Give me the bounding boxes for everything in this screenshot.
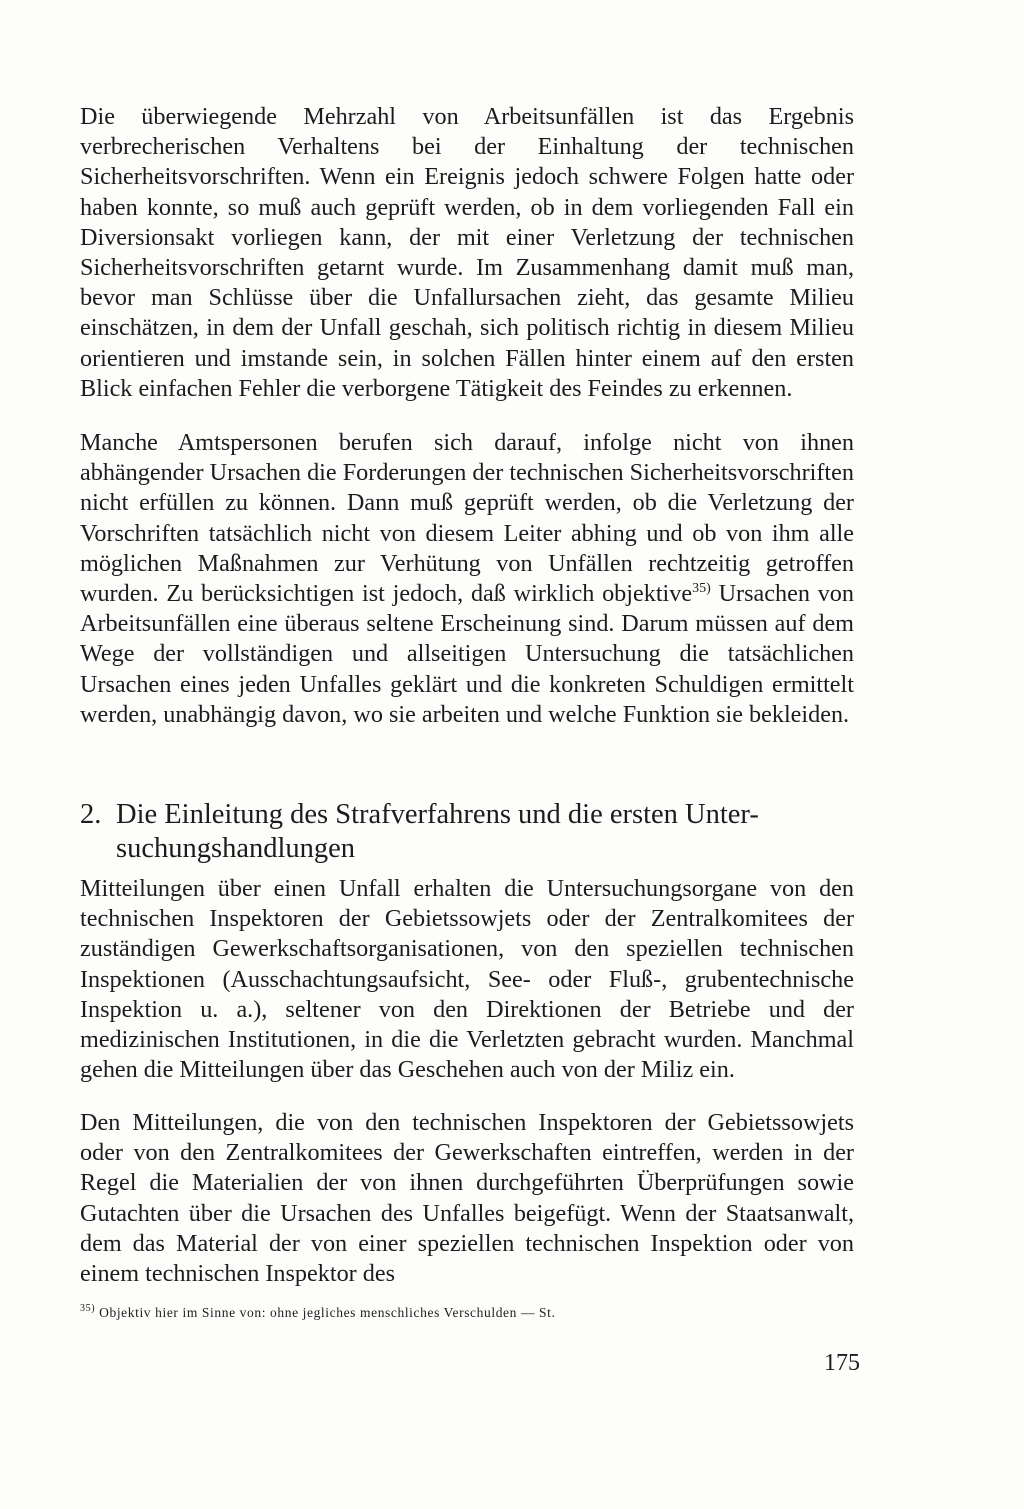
paragraph-1-text: Die überwiegende Mehrzahl von Arbeitsunfällen ist das Ergebnis verbrecherischen Verhaltens bei der Einhaltung der technischen Sicherheitsvorschriften. Wenn ein Ereignis jedoch schwere Folgen hatte oder haben konnte, so muß auch geprüft werden, ob in dem vorliegenden Fall ein Diversionsakt vorliegen kann, der mit einer Verletzung der technischen Sicherheitsvorschriften getarnt wurde. Im Zusammenhang damit muß man, bevor man Schlüsse über die Unfallursachen zieht, das gesamte Milieu einschätzen, in dem der Unfall geschah, sich politisch richtig in diesem Milieu orientieren und imstande sein, in solchen Fällen hinter einem auf den ersten Blick einfachen Fehler die verborgene Tätigkeit des Feindes zu erkennen. <box>80 103 854 402</box>
footnote-marker: 35) <box>80 1303 96 1314</box>
paragraph-2-text <box>80 428 854 730</box>
paragraph-2 <box>80 428 854 730</box>
section-number: 2. <box>80 799 102 830</box>
footnote-text: Objektiv hier im Sinne von: ohne jegliches menschliches Verschulden — St. <box>95 1305 556 1320</box>
section-title-line-1: Die Einleitung des Strafverfahrens und die ersten Unter- <box>116 799 759 830</box>
paragraph-2-text-end: Ursachen von Arbeitsunfällen eine überaus seltene Erscheinung sind. Darum müssen auf dem Wege der vollständigen und allseitigen Untersuchung die tatsächlichen Ursachen eines jeden Unfalles geklärt und die konkreten Schuldigen ermittelt werden, unabhängig davon, wo sie arbeiten und welche Funktion sie bekleiden. <box>80 580 854 728</box>
page-number: 175 <box>824 1350 860 1376</box>
paragraph-3-text: Mitteilungen über einen Unfall erhalten die Untersuchungsorgane von den technischen Inspektoren der Gebietssowjets oder der Zentralkomitees der zuständigen Gewerkschaftsorganisationen, von den speziellen technischen Inspektionen (Ausschachtungsaufsicht, See- oder Fluß-, grubentechnische Inspektion u. a.), seltener von den Direktionen der Betriebe und der medizinischen Institutionen, in die die Verletzten gebracht wurden. Manchmal gehen die Mitteilungen über das Geschehen auch von der Miliz ein. <box>80 875 854 1084</box>
section-heading <box>80 798 860 866</box>
paragraph-3 <box>80 874 854 1085</box>
section-title-line-2: suchungshandlungen <box>116 833 356 864</box>
paragraph-2-text-start: Manche Amtspersonen berufen sich darauf, infolge nicht von ihnen abhängender Ursachen die Forderungen der technischen Sicherheitsvorschriften nicht erfüllen zu können. Dann muß geprüft werden, ob die Verletzung der Vorschriften tatsächlich nicht von diesem Leiter abhing und ob von ihm alle möglichen Maßnahmen zur Verhütung von Unfällen rechtzeitig getroffen wurden. Zu berücksichtigen ist jedoch, daß wirklich objektive <box>80 429 854 608</box>
paragraph-4-text: Den Mitteilungen, die von den technischen Inspektoren der Gebietssowjets oder von den Zentralkomitees der Gewerkschaften eintreffen, werden in der Regel die Materialien der von ihnen durchgeführten Überprüfungen sowie Gutachten über die Ursachen des Unfalles beigefügt. Wenn der Staatsanwalt, dem das Material der von einer speziellen technischen Inspektion oder von einem technischen Inspektor des <box>80 1109 854 1288</box>
footnote-35 <box>80 1304 860 1322</box>
paragraph-4 <box>80 1108 854 1289</box>
footnote-reference-35: 35) <box>692 580 711 596</box>
paragraph-1 <box>80 102 854 404</box>
